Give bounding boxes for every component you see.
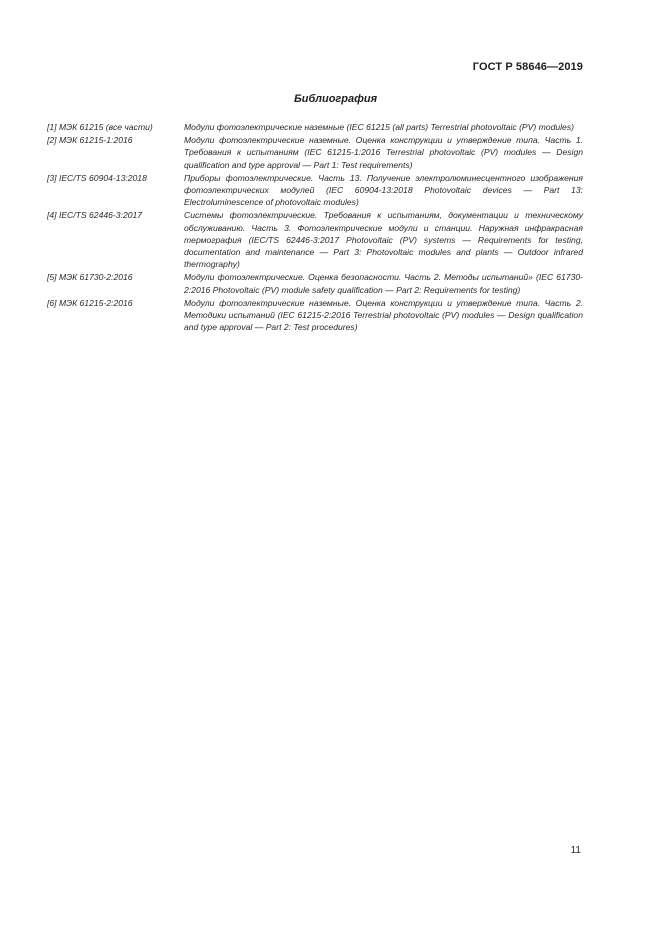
bibliography-description: Приборы фотоэлектрические. Часть 13. Получение электролюминесцентного изображения фотоэлектрических модулей (IEC 60904-13:2018 Photovoltaic devices — Part 13: Electroluminescence of photovoltaic modules) [184, 172, 583, 208]
bibliography-description: Модули фотоэлектрические наземные. Оценка конструкции и утверждение типа. Часть 1. Требования к испытаниям (IEC 61215-1:2016 Terrestrial photovoltaic (PV) modules — Design qualification and type approval — Part 1: Test requirements) [184, 135, 583, 170]
bibliography-reference: [2] МЭК 61215-1:2016 [47, 135, 133, 146]
bibliography-reference: [6] МЭК 61215-2:2016 [47, 297, 133, 308]
bibliography-reference: [3] IEC/TS 60904-13:2018 [47, 172, 147, 183]
bibliography-entry [47, 134, 583, 171]
bibliography-entry [47, 121, 583, 133]
bibliography-reference: [5] МЭК 61730-2:2016 [47, 272, 133, 283]
bibliography-list [47, 121, 583, 334]
bibliography-entry [47, 271, 583, 295]
page-number: 11 [570, 845, 581, 856]
bibliography-entry [47, 209, 583, 270]
section-title: Библиография [293, 93, 378, 105]
bibliography-description: Модули фотоэлектрические наземные. Оценка конструкции и утверждение типа. Часть 2. Методики испытаний (IEC 61215-2:2016 Terrestrial photovoltaic (PV) modules — Design qualification and type approval — Part 2: Test procedures) [184, 297, 583, 333]
bibliography-description: Модули фотоэлектрические. Оценка безопасности. Часть 2. Методы испытаний» (IEC 61730-2:2016 Photovoltaic (PV) module safety qualification — Part 2: Requirements for testing) [184, 272, 583, 295]
bibliography-entry [47, 172, 583, 209]
document-id-header: ГОСТ Р 58646—2019 [472, 61, 583, 73]
bibliography-entry [47, 297, 583, 334]
bibliography-reference: [1] МЭК 61215 (все части) [47, 122, 153, 132]
bibliography-description: Системы фотоэлектрические. Требования к испытаниям, документации и техническому обслуживанию. Часть 3. Фотоэлектрические модули и станции. Наружная инфракрасная термография (IEC/TS 62446-3:2017 Photovoltaic (PV) systems — Requirements for testing, documentation and maintenance — Part 3: Photovoltaic modules and plants — Outdoor infrared thermography) [184, 210, 583, 270]
bibliography-reference: [4] IEC/TS 62446-3:2017 [47, 210, 143, 221]
bibliography-description: Модули фотоэлектрические наземные (IEC 61215 (all parts) Terrestrial photovoltaic (PV) modules) [184, 122, 574, 132]
